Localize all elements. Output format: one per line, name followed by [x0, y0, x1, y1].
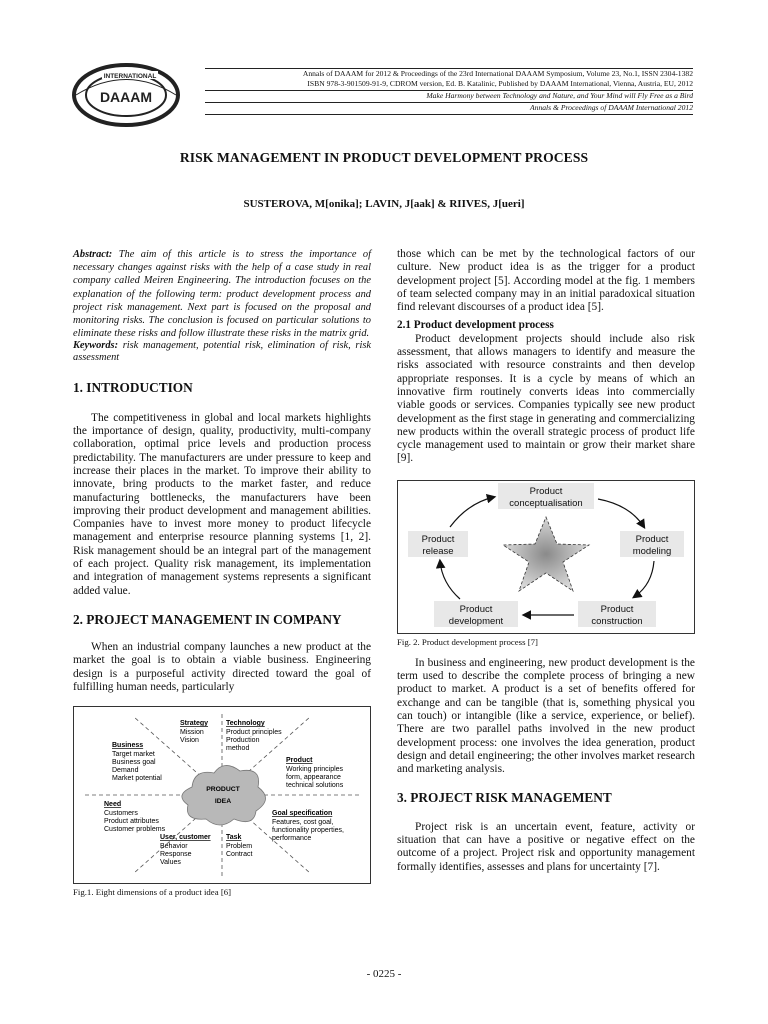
header-line-1: Annals of DAAAM for 2012 & Proceedings of the 23rd International DAAAM Symposium, Volume 23, No.1, ISSN 2304-1382: [302, 69, 693, 78]
fig1-tech-2: Production: [226, 737, 260, 745]
svg-text:INTERNATIONAL: INTERNATIONAL: [103, 73, 157, 80]
fig1-business-4: Market potential: [112, 775, 162, 783]
fig1-product-3: technical solutions: [286, 782, 344, 790]
keywords-label: Keywords:: [73, 340, 119, 352]
star-shape: [503, 517, 589, 591]
node-5-line2: release: [422, 545, 454, 557]
section-1-paragraph: The competitiveness in global and local markets highlights the importance of design, quality, productivity, multi-company collaboration, optimal price levels and production process predictability. The manufacturers are under pressure to keep and increase their places in the market. To improve their ability to innovate, bring products to the market faster, and reduce manufacturing bottlenecks, the manufacturers have been improving their product development and management abilities. Companies have to invest more money to product lifecycle management and enterprise resource planning systems [1, 2]. Risk management should be an integral part of the management of each project. Quality risk management, its implementation and integration of management systems represents a significant added value.: [73, 411, 371, 597]
fig1-user-2: Response: [160, 851, 192, 859]
node-4-line2: development: [448, 615, 504, 627]
node-5-line1: Product: [421, 533, 455, 545]
fig1-strategy-2: Vision: [180, 737, 199, 745]
section-3-paragraph: Project risk is an uncertain event, feature, activity or situation that can have a positive or negative effect on the outcome of a project. Project risk and opportunity management formally identifies, assesses and plans for uncertainty [7].: [397, 820, 695, 873]
header-line-2: ISBN 978-3-901509-91-9, CDROM version, Ed. B. Katalinic, Published by DAAAM International, Vienna, Austria, EU, 2012: [307, 79, 693, 88]
section-2-paragraph: When an industrial company launches a new product at the market the goal is to obtain a viable business. Engineering design is a purposeful activity directed toward the goal of fulfilling human needs, particularly: [73, 641, 371, 694]
fig1-business-1: Target market: [112, 751, 155, 759]
arrow-concept-to-modeling: [598, 499, 644, 527]
svg-text:DAAAM: DAAAM: [99, 89, 153, 105]
abstract-text: The aim of this article is to stress the importance of necessary changes against risks with the help of a case study in real company called Meiren Engineering. The introduction focuses on the explanation of the following term: product development process and project risk management. Next part is focused on the proposal and monitoring risks. The conclusion is focused on particular solutions to eliminate these risks and follow illustrate these risks in the matrix grid.: [73, 249, 371, 340]
node-1-line2: conceptualisation: [509, 497, 583, 509]
fig1-need-title: Need: [104, 801, 122, 809]
page-number: - 0225 -: [366, 968, 402, 980]
node-4-line1: Product: [459, 603, 493, 615]
fig1-user-1: Behavior: [160, 843, 188, 851]
node-1-line1: Product: [529, 485, 563, 497]
section-3-heading: 3. PROJECT RISK MANAGEMENT: [397, 790, 612, 806]
section-2-heading: 2. PROJECT MANAGEMENT IN COMPANY: [73, 611, 342, 627]
fig1-strategy-1: Mission: [180, 729, 204, 737]
fig1-product-1: Working principles: [286, 766, 344, 774]
figure-2-diagram: [398, 481, 694, 633]
fig1-need-3: Customer problems: [104, 826, 166, 834]
fig1-tech-title: Technology: [226, 720, 265, 728]
fig1-task-2: Contract: [226, 851, 253, 859]
node-2-line1: Product: [635, 533, 669, 545]
fig1-center-line1: PRODUCT: [206, 786, 240, 794]
right-paragraph-2: In business and engineering, new product development is the term used to describe the complete process of bringing a new product to market. A product is a set of benefits offered for exchange and can be tangible (that is, something physical you can touch) or intangible (like a service, experience, or belief). There are two parallel paths involved in the new product development process: one involves the idea generation, product design and detail engineering; the other involves market research and marketing analysis.: [397, 656, 695, 776]
fig1-business-title: Business: [112, 742, 144, 750]
figure-1-caption: Fig.1. Eight dimensions of a product idea [6]: [73, 887, 232, 898]
figure-1: [73, 706, 371, 884]
fig1-strategy-title: Strategy: [180, 720, 209, 728]
keywords-text: risk management, potential risk, elimination of risk, risk assessment: [73, 340, 371, 364]
abstract-label: Abstract:: [73, 249, 113, 260]
fig1-task-title: Task: [226, 834, 242, 842]
fig1-goal-3: performance: [272, 835, 312, 843]
fig1-goal-title: Goal specification: [272, 810, 333, 818]
daaam-logo: [72, 62, 180, 128]
product-idea-cloud: [182, 766, 266, 826]
fig1-product-2: form, appearance: [286, 774, 341, 782]
fig1-tech-3: method: [226, 745, 250, 753]
fig1-need-2: Product attributes: [104, 818, 159, 826]
abstract: [73, 248, 371, 340]
left-column: [73, 248, 371, 897]
paper-authors: SUSTEROVA, M[onika]; LAVIN, J[aak] & RIIVES, J[ueri]: [243, 198, 525, 210]
fig1-task-1: Problem: [226, 843, 253, 851]
node-3-line1: Product: [600, 603, 634, 615]
figure-1-diagram: [74, 707, 370, 883]
node-3-line2: construction: [591, 615, 643, 627]
right-column: [397, 248, 695, 874]
fig1-product-title: Product: [286, 757, 313, 765]
fig1-business-3: Demand: [112, 767, 139, 775]
fig1-goal-1: Features, cost goal,: [272, 819, 334, 827]
node-2-line2: modeling: [632, 545, 672, 557]
right-paragraph-1: those which can be met by the technological factors of our culture. New product idea is as the trigger for a product development project [5]. According model at the fig. 1 members of team selected company may in an initial paradoxical situation find relevant discourses of a product idea [5].: [397, 248, 695, 314]
header-line-3: Make Harmony between Technology and Nature, and Your Mind will Fly Free as a Bird: [426, 91, 693, 100]
header-line-4: Annals & Proceedings of DAAAM International 2012: [530, 103, 693, 112]
section-1-heading: 1. INTRODUCTION: [73, 380, 193, 396]
keywords: [73, 340, 371, 364]
section-2-1-heading: 2.1 Product development process: [397, 319, 554, 332]
fig1-center-line2: IDEA: [214, 798, 232, 806]
header-rule-bottom: [205, 114, 693, 115]
arrow-modeling-to-construction: [634, 561, 654, 597]
fig1-need-1: Customers: [104, 810, 138, 818]
section-2-1-paragraph: Product development projects should include also risk assessment, that allows managers to identify and measure the risks associated with resource constraints and then develop appropriate responses. It is a cycle by means of which an innovative firm routinely converts ideas into commercially viable goods or services. Companies typically see new product development as the first stage in generating and commercializing new products within the overall strategic process of product life cycle management used to maintain or grow their market share [9].: [397, 332, 695, 465]
fig1-goal-2: functionality properties,: [272, 827, 344, 835]
arrow-release-to-concept: [450, 497, 494, 527]
fig1-tech-1: Product principles: [226, 729, 282, 737]
figure-2-caption: Fig. 2. Product development process [7]: [397, 636, 538, 647]
arrow-development-to-release: [440, 561, 460, 599]
fig1-user-title: User, customer: [160, 834, 211, 842]
paper-title: RISK MANAGEMENT IN PRODUCT DEVELOPMENT PROCESS: [179, 150, 589, 165]
fig1-user-3: Values: [160, 859, 181, 867]
figure-2: [397, 480, 695, 634]
fig1-business-2: Business goal: [112, 759, 156, 767]
